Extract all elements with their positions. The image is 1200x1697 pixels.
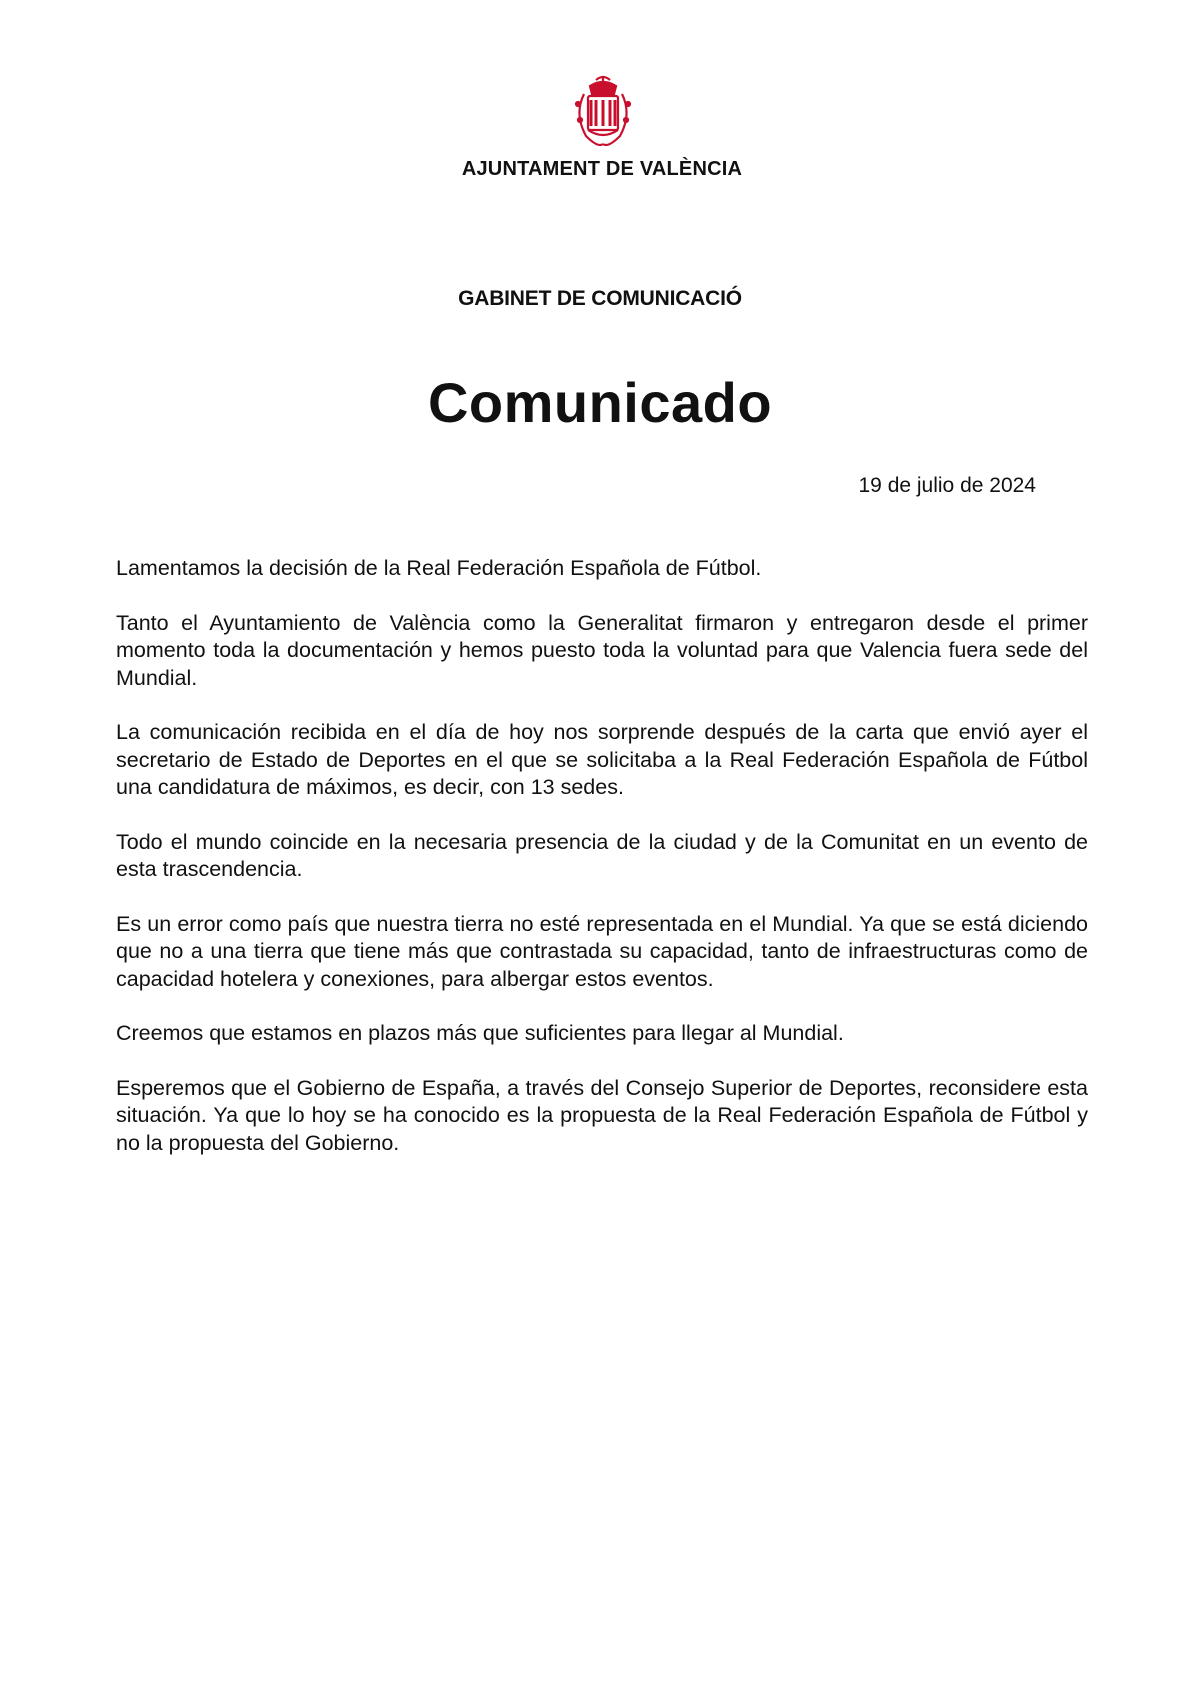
organization-name: AJUNTAMENT DE VALÈNCIA: [461, 158, 743, 180]
paragraph: Esperemos que el Gobierno de España, a través del Consejo Superior de Deportes, reconsidere esta situación. Ya que lo hoy se ha conocido es la propuesta de la Real Federación Española de Fútbol y no la propuesta del Gobierno.: [116, 1075, 1088, 1155]
valencia-coat-of-arms-icon: [568, 74, 638, 154]
paragraph: Es un error como país que nuestra tierra no esté representada en el Mundial. Ya que se está diciendo que no a una tierra que tiene más que contrastada su capacidad, tanto de infraestructuras como de capacidad hotelera y conexiones, para albergar estos eventos.: [116, 911, 1088, 991]
document-body: [116, 555, 1088, 1184]
paragraph: Tanto el Ayuntamiento de València como la Generalitat firmaron y entregaron desde el primer momento toda la documentación y hemos puesto toda la voluntad para que Valencia fuera sede del Mundial.: [116, 610, 1088, 690]
department-name: GABINET DE COMUNICACIÓ: [458, 287, 742, 310]
document-title: Comunicado: [427, 371, 773, 434]
document-date: 19 de julio de 2024: [858, 474, 1036, 497]
paragraph: Lamentamos la decisión de la Real Federación Española de Fútbol.: [116, 556, 762, 580]
paragraph: Creemos que estamos en plazos más que suficientes para llegar al Mundial.: [116, 1021, 844, 1045]
paragraph: Todo el mundo coincide en la necesaria presencia de la ciudad y de la Comunitat en un evento de esta trascendencia.: [116, 829, 1088, 881]
paragraph: La comunicación recibida en el día de hoy nos sorprende después de la carta que envió ayer el secretario de Estado de Deportes en el que se solicitaba a la Real Federación Española de Fútbol una candidatura de máximos, es decir, con 13 sedes.: [116, 720, 1088, 799]
